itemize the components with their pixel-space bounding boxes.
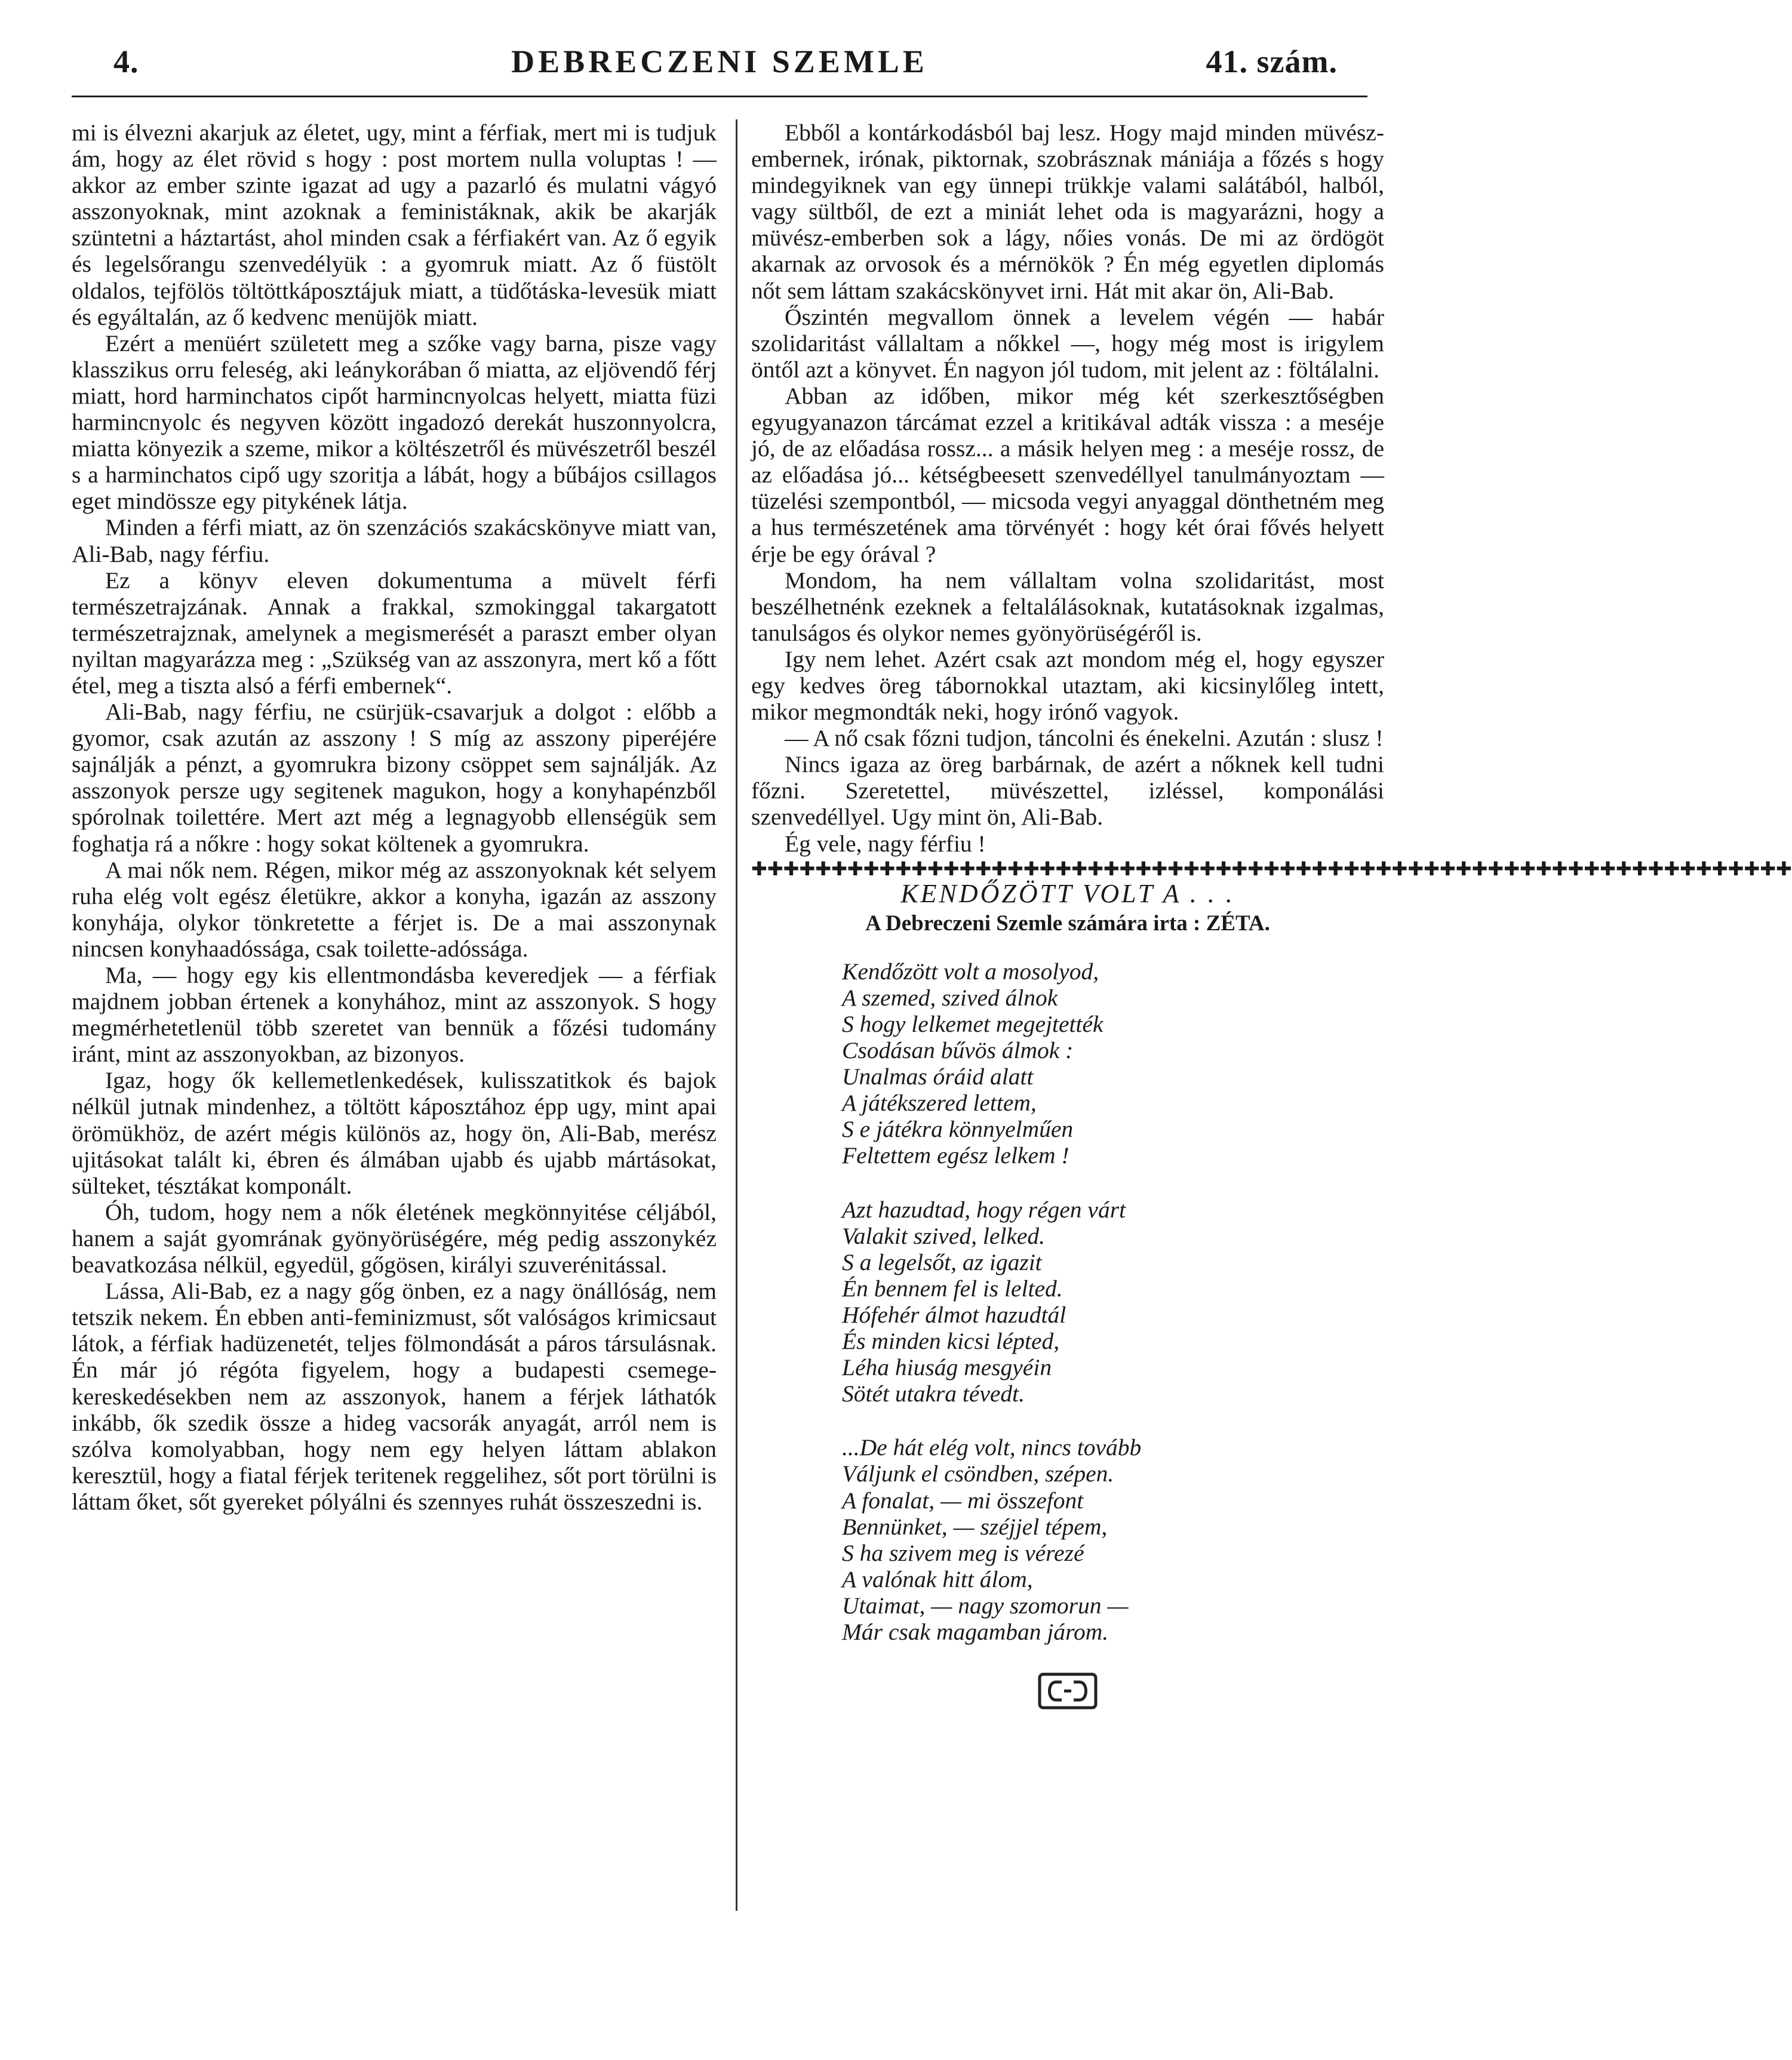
article-paragraph: Nincs igaza az öreg barbárnak, de azért a nőknek kell tudni főzni. Szeretettel, müvészettel, izléssel, komponálási szenvedéllyel. Ugy mint ön, Ali-Bab. — [751, 751, 1384, 831]
poem-line: Kendőzött volt a mosolyod, — [842, 958, 1099, 985]
poem-line: És minden kicsi lépted, — [842, 1328, 1060, 1355]
article-paragraph: Óh, tudom, hogy nem a nők életének megkönnyitése céljából, hanem a saját gyomrának gyönyörüségére, még pedig asszonykéz beavatkozása nélkül, egyedül, gőgösen, királyi szuverénitással. — [72, 1198, 717, 1278]
article-paragraph: Mondom, ha nem vállaltam volna szolidaritást, most beszélhetnénk ezeknek a feltalálásoknak, kutatásoknak izgalmas, tanulságos és olykor nemes gyönyörüségéről is. — [751, 567, 1384, 646]
article-paragraph: Ali-Bab, nagy férfiu, ne csürjük-csavarjuk a dolgot : előbb a gyomor, csak azután az asszony ! S míg az asszony piperéjére sajnálják a pénzt, a gyomrukra bizony csöppet sem sajnálják. Az asszonyok persze ugy segitenek magukon, hogy a konyhapénzből spórolnak toilettére. Mert azt még a legnagyobb ellenségük sem foghatja rá a nőkre : hogy sokat költenek a gyomrukra. — [72, 699, 717, 857]
issue-number: 41. szám. — [1206, 44, 1338, 79]
poem-line: A valónak hitt álom, — [842, 1566, 1033, 1592]
article-paragraph: mi is élvezni akarjuk az életet, ugy, mint a férfiak, mert mi is tudjuk ám, hogy az élet rövid s hogy : post mortem nulla voluptas ! — akkor az ember szinte igazat ad ugy a pazarló és mulatni vágyó asszonyoknak, mint azoknak a feministáknak, akik be akarják szüntetni a háztartást, ahol minden csak a férfiakért van. Az ő egyik és legelsőrangu szenvedélyük : a gyomruk miatt. Az ő füstölt oldalos, tejfölös töltöttkáposztájuk miatt, a tüdőtáska-levesük miatt és egyáltalán, az ő kedvenc menüjök miatt. — [72, 119, 717, 330]
poem-stanza — [842, 1197, 1384, 1407]
poem-line: S e játékra könnyelműen — [842, 1116, 1074, 1143]
poem-line: Váljunk el csöndben, szépen. — [842, 1461, 1114, 1487]
poem-line: S ha szivem meg is vérezé — [842, 1539, 1084, 1566]
article-paragraph: Ég vele, nagy férfiu ! — [785, 830, 986, 857]
poem-stanza — [842, 1434, 1384, 1645]
printer-ornament-icon — [1038, 1672, 1098, 1710]
poem-line: Valakit szived, lelked. — [842, 1222, 1046, 1249]
column-divider — [736, 119, 737, 1911]
left-column — [72, 119, 717, 1515]
poem-line: A játékszered lettem, — [842, 1090, 1037, 1117]
article-paragraph: Ezért a menüért született meg a szőke vagy barna, pisze vagy klasszikus orru feleség, aki leánykorában ő miatta, az eljövendő férj miatt, hord harminchatos cipőt harmincnyolcas helyett, miatta füzi harmincnyolc és negyven között ingadozó derekát huszonnyolcra, miatta könyezik a szeme, mikor a költészetről és müvészetről beszél s a harminchatos cipő ugy szoritja a lábát, hogy a bűbájos csillagos eget mindössze egy pitykének látja. — [72, 330, 717, 515]
poem-line: S a legelsőt, az igazit — [842, 1249, 1042, 1275]
poem-line: Bennünket, — széjjel tépem, — [842, 1513, 1108, 1540]
poem-line: Sötét utakra tévedt. — [842, 1380, 1025, 1407]
poem-line: Unalmas óráid alatt — [842, 1063, 1034, 1090]
header-rule — [72, 96, 1367, 97]
poem-line: A szemed, szived álnok — [842, 984, 1058, 1011]
page-number: 4. — [113, 44, 139, 79]
poem-line: Már csak magamban járom. — [842, 1618, 1109, 1645]
right-column — [751, 119, 1792, 1710]
poem-line: Csodásan bűvös álmok : — [842, 1037, 1074, 1064]
article-paragraph: A mai nők nem. Régen, mikor még az asszonyoknak két selyem ruha elég volt egész életükre, akkor a konyha, igazán az asszony konyhája, olykor tönkretette a férjet is. De a mai asszonynak nincsen konyhaadóssága, csak toilette-adóssága. — [72, 856, 717, 962]
article-paragraph: Lássa, Ali-Bab, ez a nagy gőg önben, ez a nagy önállóság, nem tetszik nekem. Én ebben anti-feminizmust, sőt valóságos krimicsaut látok, a férfiak hadüzenetét, teljes fölmondását a páros társulásnak. Én már jó régóta figyelem, hogy a budapesti csemege-kereskedésekben nem az asszonyok, hanem a férjek láthatók inkább, ők szedik össze a hideg vacsorák anyagát, arról nem is szólva komolyabban, hogy nem egy helyen láttam ablakon keresztül, hogy a fiatal férjek teritenek reggelihez, sőt port törülni is láttam őket, sőt gyereket pólyálni és szennyes ruhát összeszedni is. — [72, 1278, 717, 1515]
article-paragraph: Igy nem lehet. Azért csak azt mondom még el, hogy egyszer egy kedves öreg tábornokkal utaztam, aki kicsinylőleg intett, mikor megmondták neki, hogy irónő vagyok. — [751, 645, 1384, 725]
page-header — [72, 43, 1367, 97]
poem-title: KENDŐZÖTT VOLT A . . . — [900, 878, 1235, 908]
article-paragraph: Ebből a kontárkodásból baj lesz. Hogy majd minden müvész-embernek, irónak, piktornak, szobrásznak mániája a főzés s hogy mindegyiknek van egy ünnepi trükkje valami salátából, halból, vagy sültből, de ezt a miniát lehet oda is magyarázni, hogy a müvész-emberben sok a lágy, nőies vonás. De mi az ördögöt akarnak az orvosok és a mérnökök ? Én még egyetlen diplomás nőt sem láttam szakácskönyvet irni. Hát mit akar ön, Ali-Bab. — [751, 119, 1384, 304]
poem-line: ...De hát elég volt, nincs tovább — [842, 1434, 1142, 1461]
poem-line: Én bennem fel is lelted. — [842, 1275, 1063, 1302]
article-paragraph: Minden a férfi miatt, az ön szenzációs szakácskönyve miatt van, Ali-Bab, nagy férfiu. — [72, 514, 717, 567]
article-paragraph: Ez a könyv eleven dokumentuma a müvelt férfi természetrajzának. Annak a frakkal, szmokinggal takargatott természetrajznak, amelynek a megismerését a paraszt ember olyan nyiltan magyarázza meg : „Szükség van az asszonyra, mert kő a főtt étel, meg a tiszta alsó a férfi embernek“. — [72, 567, 717, 699]
poem-line: Hófehér álmot hazudtál — [842, 1301, 1066, 1328]
article-paragraph: Őszintén megvallom önnek a levelem végén — habár szolidaritást vállaltam a nőkkel —, hogy még most is irigylem öntől azt a könyvet. Én nagyon jól tudom, mit jelent az : föltálalni. — [751, 303, 1384, 383]
article-paragraph: Abban az időben, mikor még két szerkesztőségben egyugyanazon tárcámat ezzel a kritikával adták vissza : a meséje jó, de az előadása rossz... a másik helyen meg : a meséje rossz, de az előadása jó... kétségbeesett szenvedéllyel tanulmányoztam — tüzelési szempontból, — micsoda vegyi anyaggal dönthetném meg a hus természetének ama törvényét : hogy két órai fővés helyett érje be egy órával ? — [751, 382, 1384, 567]
poem-line: Feltettem egész lelkem ! — [842, 1142, 1069, 1169]
article-paragraph: — A nő csak főzni tudjon, táncolni és énekelni. Azután : slusz ! — [785, 725, 1384, 752]
poem-line: S hogy lelkemet megejtették — [842, 1011, 1104, 1037]
article-paragraph: Igaz, hogy ők kellemetlenkedések, kulisszatitkok és bajok nélkül jutnak mindenhez, a töltött káposztához épp ugy, mint apai örömükhöz, de azért mégis különös az, hogy ön, Ali-Bab, merész ujitásokat talált ki, ébren és álmában ujabb és ujabb mártásokat, sülteket, tésztákat komponált. — [72, 1067, 717, 1199]
ornament-divider: ✚✚✚✚✚✚✚✚✚✚✚✚✚✚✚✚✚✚✚✚✚✚✚✚✚✚✚✚✚✚✚✚✚✚✚✚✚✚✚✚✚✚✚✚✚✚✚✚✚✚✚✚✚✚✚✚✚✚✚✚✚✚✚✚✚ — [751, 857, 1792, 880]
poem-line: A fonalat, — mi összefont — [842, 1487, 1084, 1514]
poem-line: Utaimat, — nagy szomorun — — [842, 1592, 1129, 1619]
poem-line: Léha hiuság mesgyéin — [842, 1354, 1052, 1381]
journal-title: DEBRECZENI SZEMLE — [511, 44, 928, 79]
poem-line: Azt hazudtad, hogy régen várt — [842, 1196, 1126, 1223]
article-paragraph: Ma, — hogy egy kis ellentmondásba keveredjek — a férfiak majdnem jobban értenek a konyhához, mint az asszonyok. S hogy megmérhetetlenül több szeretet van bennük a főzési tudomány iránt, mint az asszonyokban, az bizonyos. — [72, 962, 717, 1068]
poem-stanza — [842, 958, 1384, 1169]
poem-byline: A Debreczeni Szemle számára irta : ZÉTA. — [865, 911, 1270, 936]
